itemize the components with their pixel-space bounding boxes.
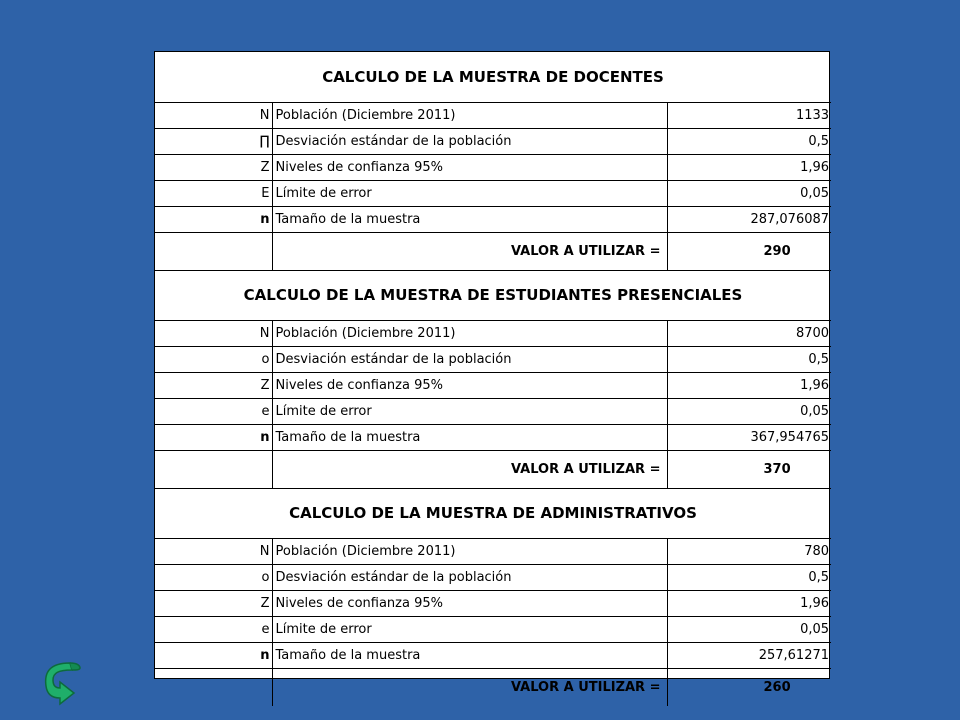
section-title: CALCULO DE LA MUESTRA DE DOCENTES [155, 52, 831, 102]
parameter-value: 0,5 [667, 346, 831, 372]
parameter-symbol: E [155, 180, 272, 206]
parameter-description: Tamaño de la muestra [272, 424, 667, 450]
table-row [155, 616, 831, 642]
parameter-symbol: o [155, 346, 272, 372]
parameter-symbol: Z [155, 590, 272, 616]
table-row [155, 564, 831, 590]
valor-row [155, 232, 831, 270]
parameter-value: 1,96 [667, 154, 831, 180]
parameter-value: 1,96 [667, 372, 831, 398]
parameter-symbol: o [155, 564, 272, 590]
parameter-symbol: N [155, 102, 272, 128]
parameter-description: Población (Diciembre 2011) [272, 102, 667, 128]
blank-cell [155, 232, 272, 270]
valor-row [155, 668, 831, 706]
parameter-description: Población (Diciembre 2011) [272, 538, 667, 564]
table-row [155, 642, 831, 668]
valor-value: 260 [667, 668, 831, 706]
parameter-description: Límite de error [272, 180, 667, 206]
parameter-symbol: n [155, 206, 272, 232]
table-row [155, 346, 831, 372]
parameter-description: Límite de error [272, 398, 667, 424]
parameter-description: Desviación estándar de la población [272, 128, 667, 154]
section-title: CALCULO DE LA MUESTRA DE ADMINISTRATIVOS [155, 488, 831, 538]
section-title: CALCULO DE LA MUESTRA DE ESTUDIANTES PRESENCIALES [155, 270, 831, 320]
parameter-value: 780 [667, 538, 831, 564]
valor-value: 370 [667, 450, 831, 488]
table-row [155, 128, 831, 154]
parameter-description: Tamaño de la muestra [272, 206, 667, 232]
table-row [155, 424, 831, 450]
table-row [155, 154, 831, 180]
parameter-symbol: e [155, 398, 272, 424]
table-row [155, 372, 831, 398]
parameter-description: Niveles de confianza 95% [272, 154, 667, 180]
parameter-symbol: n [155, 642, 272, 668]
section-title-row [155, 270, 831, 320]
parameter-value: 1133 [667, 102, 831, 128]
valor-label: VALOR A UTILIZAR = [272, 450, 667, 488]
return-arrow-icon[interactable] [40, 660, 84, 706]
blank-cell [155, 450, 272, 488]
parameter-symbol: n [155, 424, 272, 450]
section-title-row [155, 488, 831, 538]
parameter-symbol: N [155, 320, 272, 346]
table-row [155, 590, 831, 616]
parameter-value: 287,076087 [667, 206, 831, 232]
parameter-description: Límite de error [272, 616, 667, 642]
table-row [155, 102, 831, 128]
parameter-symbol: Z [155, 154, 272, 180]
section-title-row [155, 52, 831, 102]
parameter-description: Desviación estándar de la población [272, 564, 667, 590]
parameter-description: Tamaño de la muestra [272, 642, 667, 668]
parameter-value: 0,5 [667, 564, 831, 590]
sample-calculation-table [155, 52, 831, 706]
valor-label: VALOR A UTILIZAR = [272, 232, 667, 270]
parameter-description: Desviación estándar de la población [272, 346, 667, 372]
table-row [155, 206, 831, 232]
parameter-value: 0,05 [667, 180, 831, 206]
parameter-value: 0,05 [667, 398, 831, 424]
valor-row [155, 450, 831, 488]
table-row [155, 398, 831, 424]
parameter-value: 0,5 [667, 128, 831, 154]
table-row [155, 538, 831, 564]
valor-label: VALOR A UTILIZAR = [272, 668, 667, 706]
parameter-description: Niveles de confianza 95% [272, 372, 667, 398]
parameter-value: 367,954765 [667, 424, 831, 450]
parameter-description: Población (Diciembre 2011) [272, 320, 667, 346]
parameter-symbol: Z [155, 372, 272, 398]
parameter-symbol: e [155, 616, 272, 642]
parameter-value: 257,61271 [667, 642, 831, 668]
parameter-symbol: N [155, 538, 272, 564]
parameter-value: 1,96 [667, 590, 831, 616]
table-row [155, 320, 831, 346]
valor-value: 290 [667, 232, 831, 270]
sample-calculation-sheet [154, 51, 830, 695]
blank-cell [155, 668, 272, 706]
parameter-symbol: ∏ [155, 128, 272, 154]
table-row [155, 180, 831, 206]
parameter-description: Niveles de confianza 95% [272, 590, 667, 616]
parameter-value: 0,05 [667, 616, 831, 642]
parameter-value: 8700 [667, 320, 831, 346]
